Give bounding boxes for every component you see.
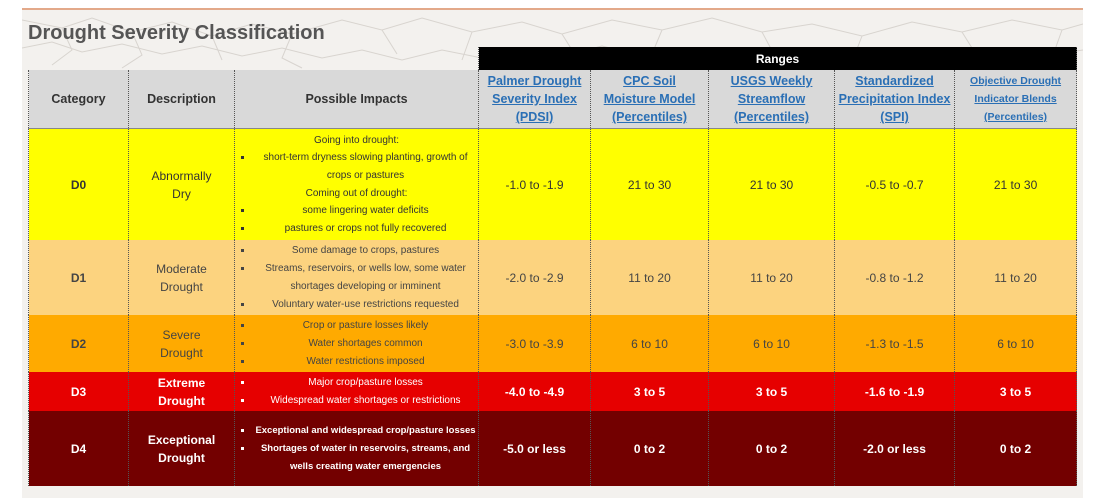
cpc-value: 21 to 30 [591, 129, 709, 241]
impacts-cell [235, 411, 479, 486]
category-header: Category [29, 70, 129, 129]
impacts-cell [235, 129, 479, 241]
impact-item: pastures or crops not fully recovered [253, 220, 478, 238]
usgs-value: 6 to 10 [709, 315, 835, 372]
ranges-header-row [29, 47, 1077, 70]
description-cell: Abnormally Dry [129, 129, 235, 241]
coming-out-label: Coming out of drought: [305, 187, 408, 199]
table-row-d1 [29, 240, 1077, 315]
usgs-header [709, 70, 835, 129]
impacts-list [235, 242, 478, 314]
table-row-d2 [29, 315, 1077, 372]
category-cell: D1 [29, 240, 129, 315]
blends-header [955, 70, 1077, 129]
blends-value: 3 to 5 [955, 372, 1077, 411]
cpc-header [591, 70, 709, 129]
category-cell: D2 [29, 315, 129, 372]
impacts-list [235, 317, 478, 371]
description-header: Description [129, 70, 235, 129]
usgs-link[interactable]: USGS Weekly Streamflow (Percentiles) [730, 74, 813, 124]
pdsi-value: -2.0 to -2.9 [479, 240, 591, 315]
description-cell: Severe Drought [129, 315, 235, 372]
category-cell: D3 [29, 372, 129, 411]
drought-classification-panel [22, 8, 1083, 498]
going-into-label: Going into drought: [313, 134, 400, 146]
impact-item: Streams, reservoirs, or wells low, some water shortages developing or imminent [253, 260, 478, 296]
impact-item: Widespread water shortages or restrictions [253, 392, 478, 410]
cpc-link[interactable]: CPC Soil Moisture Model (Percentiles) [603, 74, 696, 124]
spi-header [835, 70, 955, 129]
cpc-value: 11 to 20 [591, 240, 709, 315]
usgs-value: 0 to 2 [709, 411, 835, 486]
usgs-value: 11 to 20 [709, 240, 835, 315]
description-cell: Exceptional Drought [129, 411, 235, 486]
impacts-cell [235, 372, 479, 411]
pdsi-value: -5.0 or less [479, 411, 591, 486]
impact-item: Crop or pasture losses likely [253, 317, 478, 335]
spi-link[interactable]: Standardized Precipitation Index (SPI) [838, 74, 951, 124]
blends-value: 21 to 30 [955, 129, 1077, 241]
pdsi-value: -3.0 to -3.9 [479, 315, 591, 372]
category-cell: D0 [29, 129, 129, 241]
impacts-list [235, 422, 478, 476]
pdsi-value: -4.0 to -4.9 [479, 372, 591, 411]
description-cell: Moderate Drought [129, 240, 235, 315]
table-row-d0 [29, 129, 1077, 241]
impacts-cell [235, 240, 479, 315]
usgs-value: 3 to 5 [709, 372, 835, 411]
blends-value: 0 to 2 [955, 411, 1077, 486]
table-row-d4 [29, 411, 1077, 486]
pdsi-link[interactable]: Palmer Drought Severity Index (PDSI) [487, 74, 582, 124]
spi-value: -0.5 to -0.7 [835, 129, 955, 241]
impact-item: Shortages of water in reservoirs, streams, and wells creating water emergencies [253, 440, 478, 476]
table-row-d3 [29, 372, 1077, 411]
impact-item: Voluntary water-use restrictions requested [253, 296, 478, 314]
page-title: Drought Severity Classification [28, 22, 325, 44]
impact-item: Major crop/pasture losses [253, 374, 478, 392]
blends-value: 11 to 20 [955, 240, 1077, 315]
impacts-list [235, 202, 478, 238]
impacts-list [235, 374, 478, 410]
cpc-value: 0 to 2 [591, 411, 709, 486]
blends-value: 6 to 10 [955, 315, 1077, 372]
impacts-cell [235, 315, 479, 372]
category-cell: D4 [29, 411, 129, 486]
impact-item: short-term dryness slowing planting, growth of crops or pastures [253, 149, 478, 185]
impact-item: Some damage to crops, pastures [253, 242, 478, 260]
spi-value: -1.6 to -1.9 [835, 372, 955, 411]
impact-item: Water shortages common [253, 335, 478, 353]
pdsi-value: -1.0 to -1.9 [479, 129, 591, 241]
impact-item: some lingering water deficits [253, 202, 478, 220]
description-cell: Extreme Drought [129, 372, 235, 411]
impacts-header: Possible Impacts [235, 70, 479, 129]
usgs-value: 21 to 30 [709, 129, 835, 241]
blends-link[interactable]: Objective Drought Indicator Blends (Percentiles) [970, 75, 1062, 123]
spi-value: -1.3 to -1.5 [835, 315, 955, 372]
column-header-row [29, 70, 1077, 129]
drought-table [28, 47, 1077, 486]
blank-header [29, 47, 479, 70]
impact-item: Water restrictions imposed [253, 353, 478, 371]
impact-item: Exceptional and widespread crop/pasture losses [253, 422, 478, 440]
impacts-list [235, 149, 478, 185]
spi-value: -2.0 or less [835, 411, 955, 486]
cpc-value: 6 to 10 [591, 315, 709, 372]
pdsi-header [479, 70, 591, 129]
cpc-value: 3 to 5 [591, 372, 709, 411]
spi-value: -0.8 to -1.2 [835, 240, 955, 315]
ranges-header: Ranges [479, 47, 1077, 70]
